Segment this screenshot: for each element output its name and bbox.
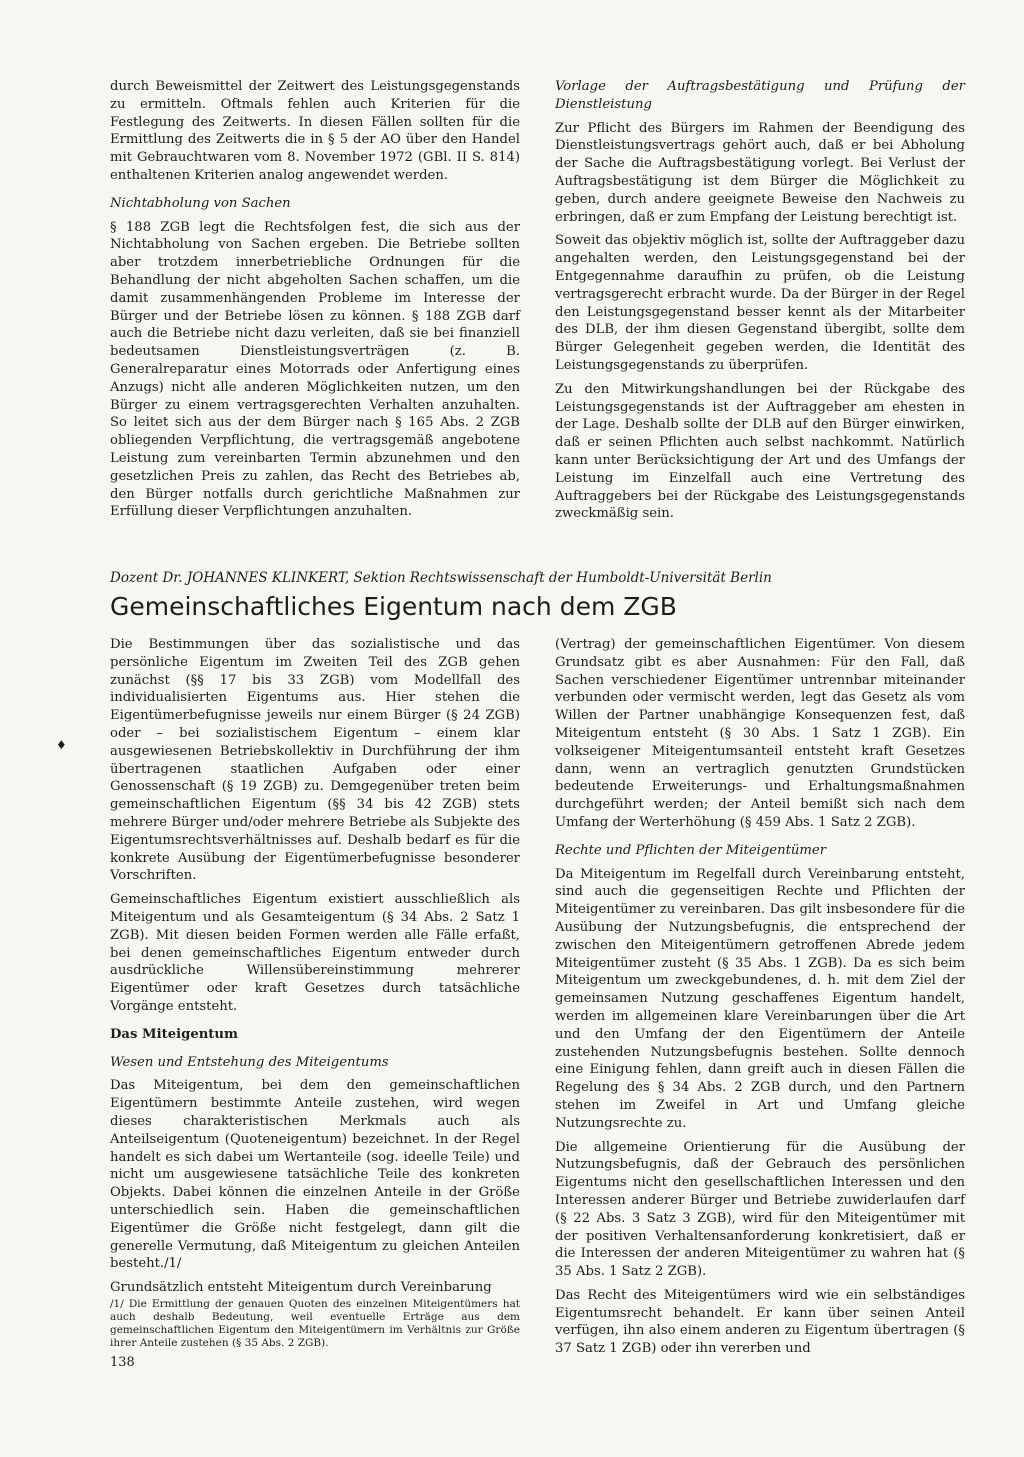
footnote: /1/ Die Ermittlung der genauen Quoten des einzelnen Miteigentümers hat auch deshalb Bedeutung, weil eventuelle Erträge aus dem gemeinschaftlichen Eigentum den Miteigentümern im Verhältnis zur Größe ihrer Anteile zustehen (§ 35 Abs. 2 ZGB). xyxy=(110,1298,520,1349)
paragraph: Die Bestimmungen über das sozialistische und das persönliche Eigentum im Zweiten Teil des ZGB gehen zunächst (§§ 17 bis 33 ZGB) vom Modellfall des individualisierten Eigentums aus. Hier stehen die Eigentümerbefugnisse jeweils nur einem Bürger (§ 24 ZGB) oder – bei sozialistischem Eigentum – einem klar ausgewiesenen Betriebskollektiv in Durchführung der ihm übertragenen staatlichen Aufgaben oder einer Genossenschaft (§ 19 ZGB) zu. Demgegenüber treten beim gemeinschaftlichen Eigentum (§§ 34 bis 42 ZGB) stets mehrere Bürger und/oder mehrere Betriebe als Subjekte des Eigentumsrechtsverhältnisses auf. Deshalb bedarf es für die konkrete Ausübung der Eigentümerbefugnisse besonderer Vorschriften. xyxy=(110,637,520,884)
section-heading: Vorlage der Auftragsbestätigung und Prüfung der Dienstleistung xyxy=(555,79,965,112)
bullet-mark: ♦ xyxy=(56,738,67,752)
bottom-right-column xyxy=(555,636,965,1364)
paragraph: § 188 ZGB legt die Rechtsfolgen fest, die sich aus der Nichtabholung von Sachen ergeben. Die Betriebe sollten aber trotzdem innerbetriebliche Ordnungen für die Behandlung der nicht abgeholten Sachen schaffen, um die damit zusammenhängenden Probleme im Interesse der Bürger und der Betriebe lösen zu können. § 188 ZGB darf auch die Betriebe nicht dazu verleiten, daß sie bei finanziell bedeutsamen Dienstleistungsverträgen (z. B. Generalreparatur eines Motorrads oder Anfertigung eines Anzugs) nicht alle anderen Möglichkeiten nutzen, um den Bürger zu einem vertragsgerechten Verhalten anzuhalten. So leitet sich aus der dem Bürger nach § 165 Abs. 2 ZGB obliegenden Verpflichtung, die vertragsgemäß angebotene Leistung zum vereinbarten Termin abzunehmen und den gesetzlichen Preis zu zahlen, das Recht des Betriebes ab, den Bürger notfalls durch gerichtliche Maßnahmen zur Erfüllung dieser Verpflichtungen anzuhalten. xyxy=(110,219,520,520)
section-heading: Rechte und Pflichten der Miteigentümer xyxy=(555,842,827,858)
page-number: 138 xyxy=(110,1355,135,1370)
author-byline: Dozent Dr. JOHANNES KLINKERT, Sektion Rechtswissenschaft der Humboldt-Universität Berlin xyxy=(110,570,772,586)
bottom-left-column xyxy=(110,636,520,1303)
top-right-column xyxy=(555,78,965,529)
paragraph: Grundsätzlich entsteht Miteigentum durch Vereinbarung xyxy=(110,1280,492,1296)
subsection-heading: Wesen und Entstehung des Miteigentums xyxy=(110,1054,389,1070)
paragraph: Zur Pflicht des Bürgers im Rahmen der Beendigung des Dienstleistungsvertrags gehört auch, daß er bei Abholung der Sache die Auftragsbestätigung vorlegt. Bei Verlust der Auftragsbestätigung ist dem Bürger die Möglichkeit zu geben, durch andere geeignete Beweise den Nachweis zu erbringen, daß er zum Empfang der Leistung berechtigt ist. xyxy=(555,120,965,225)
paragraph: Die allgemeine Orientierung für die Ausübung der Nutzungsbefugnis, daß der Gebrauch des persönlichen Eigentums nicht den gesellschaftlichen Interessen und den Interessen anderer Bürger und Betriebe zuwiderlaufen darf (§ 22 Abs. 3 Satz 3 ZGB), wird für den Miteigentümer mit der positiven Verhaltensanforderung konkretisiert, daß er die Interessen der anderen Miteigentümer zu wahren hat (§ 35 Abs. 1 Satz 2 ZGB). xyxy=(555,1139,965,1280)
paragraph: Soweit das objektiv möglich ist, sollte der Auftraggeber dazu angehalten werden, den Leistungsgegenstand bei der Entgegennahme daraufhin zu prüfen, ob die Leistung vertragsgerecht erbracht wurde. Da der Bürger in der Regel den Leistungsgegenstand besser kennt als der Mitarbeiter des DLB, der ihm diesen Gegenstand übergibt, sollte dem Bürger Gelegenheit gegeben werden, die Identität des Leistungsgegenstands zu überprüfen. xyxy=(555,233,965,373)
paragraph: Das Recht des Miteigentümers wird wie ein selbständiges Eigentumsrecht behandelt. Er kann über seinen Anteil verfügen, ihn also einem anderen zu Eigentum übertragen (§ 37 Satz 1 ZGB) oder ihn vererben und xyxy=(555,1287,965,1357)
paragraph: (Vertrag) der gemeinschaftlichen Eigentümer. Von diesem Grundsatz gibt es aber Ausnahmen: Für den Fall, daß Sachen verschiedener Eigentümer untrennbar miteinander verbunden oder vermischt werden, legt das Gesetz als vom Willen der Partner unabhängige Konsequenzen fest, daß Miteigentum entsteht (§ 30 Abs. 1 Satz 1 ZGB). Ein volkseigener Miteigentumsanteil entsteht kraft Gesetzes dann, wenn an vertraglich genutzten Grundstücken bedeutende Erweiterungs- und Erhaltungsmaßnahmen durchgeführt werden; der Anteil bemißt sich nach dem Umfang der Werterhöhung (§ 459 Abs. 1 Satz 2 ZGB). xyxy=(555,637,965,830)
section-heading: Das Miteigentum xyxy=(110,1026,238,1042)
paragraph: Da Miteigentum im Regelfall durch Vereinbarung entsteht, sind auch die gegenseitigen Rechte und Pflichten der Miteigentümer zu vereinbaren. Das gilt insbesondere für die Ausübung der Nutzungsbefugnis, die entsprechend der zwischen den Miteigentümern getroffenen Abrede jedem Miteigentümer zusteht (§ 35 Abs. 1 ZGB). Da es sich beim Miteigentum um zweckgebundenes, d. h. mit dem Ziel der gemeinsamen Nutzung geschaffenes Eigentum handelt, werden im allgemeinen klare Vereinbarungen über die Art und den Umfang der den Eigentümern der Anteile zustehenden Nutzungsbefugnis bestehen. Sollte dennoch eine Einigung fehlen, dann greift auch in diesen Fällen die Regelung des § 34 Abs. 2 ZGB durch, und den Partnern stehen im Zweifel in Art und Umfang gleiche Nutzungsrechte zu. xyxy=(555,866,965,1131)
top-left-column xyxy=(110,78,520,527)
section-heading: Nichtabholung von Sachen xyxy=(110,195,291,211)
article-title: Gemeinschaftliches Eigentum nach dem ZGB xyxy=(110,592,677,621)
paragraph: durch Beweismittel der Zeitwert des Leistungsgegenstands zu ermitteln. Oftmals fehlen auch Kriterien für die Festlegung des Zeitwerts. In diesen Fällen sollten für die Ermittlung des Zeitwerts die in § 5 der AO über den Handel mit Gebrauchtwaren vom 8. November 1972 (GBl. II S. 814) enthaltenen Kriterien analog angewendet werden. xyxy=(110,79,520,183)
paragraph: Zu den Mitwirkungshandlungen bei der Rückgabe des Leistungsgegenstands ist der Auftraggeber am ehesten in der Lage. Deshalb sollte der DLB auf den Bürger einwirken, daß er seinen Pflichten auch selbst nachkommt. Natürlich kann unter Berücksichtigung der Art und des Umfangs der Leistung im Einzelfall auch eine Vertretung des Auftraggebers bei der Rückgabe des Leistungsgegenstands zweckmäßig sein. xyxy=(555,381,965,522)
paragraph: Das Miteigentum, bei dem den gemeinschaftlichen Eigentümern bestimmte Anteile zustehen, wird wegen dieses charakteristischen Merkmals auch als Anteilseigentum (Quoteneigentum) bezeichnet. In der Regel handelt es sich dabei um Wertanteile (sog. ideelle Teile) und nicht um ausgewiesene tatsächliche Teile des konkreten Objekts. Dabei können die einzelnen Anteile in der Größe unterschiedlich sein. Haben die gemeinschaftlichen Eigentümer die Größe nicht festgelegt, dann gilt die generelle Vermutung, daß Miteigentum zu gleichen Anteilen besteht./1/ xyxy=(110,1078,520,1272)
paragraph: Gemeinschaftliches Eigentum existiert ausschließlich als Miteigentum und als Gesamteigentum (§ 34 Abs. 2 Satz 1 ZGB). Mit diesen beiden Formen werden alle Fälle erfaßt, bei denen gemeinschaftliches Eigentum entweder durch ausdrückliche Willensübereinstimmung mehrerer Eigentümer oder kraft Gesetzes durch tatsächliche Vorgänge entsteht. xyxy=(110,892,520,1014)
